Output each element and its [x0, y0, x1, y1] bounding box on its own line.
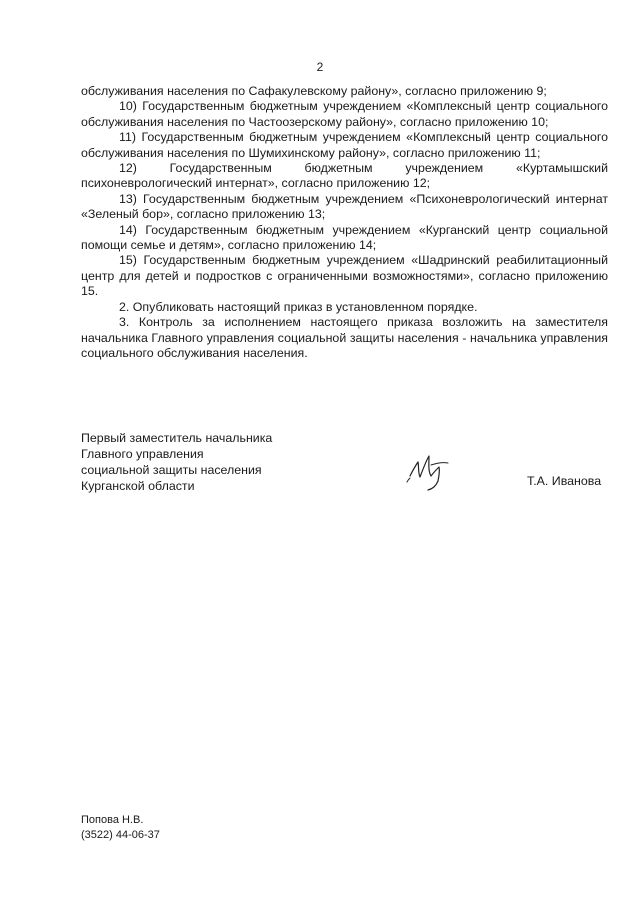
paragraph-item-12: 12) Государственным бюджетным учреждением «Куртамышский психоневрологический интернат», согласно приложению 12; — [81, 161, 608, 191]
handwritten-signature — [404, 450, 454, 492]
paragraph-continuation: обслуживания населения по Сафакулевскому району», согласно приложению 9; — [81, 84, 547, 98]
paragraph-item-13: 13) Государственным бюджетным учреждением «Психоневрологический интернат «Зеленый бор», согласно приложению 13; — [81, 191, 608, 222]
executor-name: Попова Н.В. — [81, 814, 144, 826]
position-line: социальной защиты населения — [81, 463, 262, 477]
signatory-position — [81, 430, 272, 494]
position-line: Главного управления — [81, 447, 204, 461]
position-line: Первый заместитель начальника — [81, 431, 273, 445]
body-text — [81, 84, 608, 361]
paragraph-item-11: 11) Государственным бюджетным учреждением «Комплексный центр социального обслуживания населения по Шумихинскому району», согласно приложению 11; — [81, 130, 608, 160]
paragraph-item-14: 14) Государственным бюджетным учреждением «Курганский центр социальной помощи семье и детям», согласно приложению 14; — [81, 222, 608, 253]
paragraph-control: 3. Контроль за исполнением настоящего приказа возложить на заместителя начальника Главного управления социальной защиты населения - начальника управления социального обслуживания населения. — [81, 315, 608, 360]
signer-name: Т.А. Иванова — [527, 474, 602, 488]
position-line: Курганской области — [81, 479, 195, 493]
paragraph-publish: 2. Опубликовать настоящий приказ в установленном порядке. — [119, 299, 478, 314]
paragraph-item-15: 15) Государственным бюджетным учреждением «Шадринский реабилитационный центр для детей и подростков с ограниченными возможностями», согласно приложению 15. — [81, 253, 608, 299]
executor-info — [81, 813, 160, 843]
page-number: 2 — [316, 60, 324, 74]
executor-phone: (3522) 44-06-37 — [81, 829, 160, 841]
paragraph-item-10: 10) Государственным бюджетным учреждением «Комплексный центр социального обслуживания населения по Частоозерскому району», согласно приложению 10; — [81, 99, 608, 129]
